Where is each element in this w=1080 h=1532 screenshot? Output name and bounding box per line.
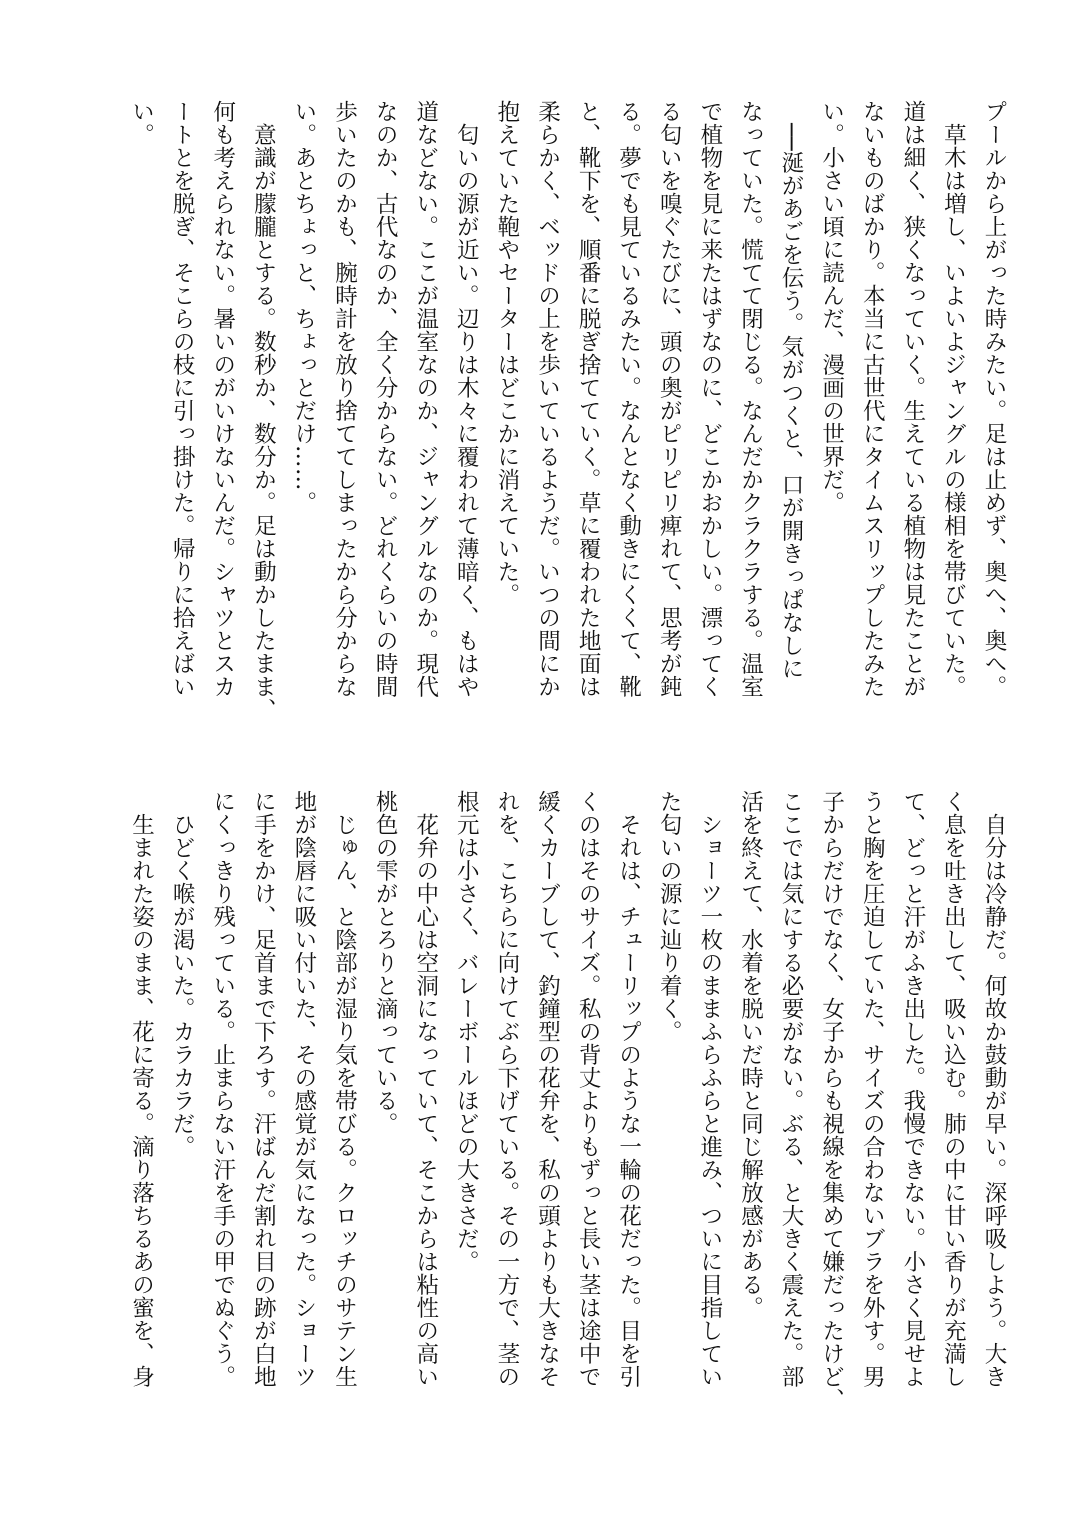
text-line: 桃色の雫がとろりと滴っている。 bbox=[372, 790, 399, 1135]
text-line: にくっきり残っている。止まらない汗を手の甲でぬぐう。 bbox=[209, 790, 236, 1388]
text-line: ここでは気にする必要がない。ぶる、と大きく震えた。部 bbox=[778, 790, 805, 1388]
text-line: それは、チューリップのような一輪の花だった。目を引 bbox=[615, 790, 642, 1388]
lower-text-block bbox=[121, 790, 1014, 1410]
text-line: た匂いの源に辿り着く。 bbox=[656, 790, 683, 1043]
text-line: くのはそのサイズ。私の背丈よりもずっと長い茎は途中で bbox=[575, 790, 602, 1388]
text-line: 歩いたのかも、腕時計を放り捨ててしまったから分からな bbox=[331, 100, 358, 698]
text-line: ひどく喉が渇いた。カラカラだ。 bbox=[169, 790, 196, 1158]
text-line: 緩くカーブして、釣鐘型の花弁を、私の頭よりも大きなそ bbox=[534, 790, 561, 1388]
text-line: ートとを脱ぎ、そこらの枝に引っ掛けた。帰りに拾えばい bbox=[169, 100, 196, 698]
text-line: 柔らかく、ベッドの上を歩いているようだ。いつの間にか bbox=[534, 100, 561, 698]
text-line: 意識が朦朧とする。数秒か、数分か。足は動かしたまま、 bbox=[250, 100, 277, 721]
text-line: ──涎があごを伝う。気がつくと、口が開きっぱなしに bbox=[778, 100, 805, 681]
text-line: い。小さい頃に読んだ、漫画の世界だ。 bbox=[818, 100, 845, 514]
text-line: 活を終えて、水着を脱いだ時と同じ解放感がある。 bbox=[737, 790, 764, 1319]
text-line: 匂いの源が近い。辺りは木々に覆われて薄暗く、もはや bbox=[453, 100, 480, 698]
text-line: 道は細く、狭くなっていく。生えている植物は見たことが bbox=[899, 100, 926, 698]
text-line: い。 bbox=[128, 100, 155, 146]
text-line: 道などない。ここが温室なのか、ジャングルなのか。現代 bbox=[412, 100, 439, 698]
text-line: れを、こちらに向けてぶら下げている。その一方で、茎の bbox=[493, 790, 520, 1388]
text-line: 草木は増し、いよいよジャングルの様相を帯びていた。 bbox=[940, 100, 967, 698]
text-line: と、靴下を、順番に脱ぎ捨てていく。草に覆われた地面は bbox=[575, 100, 602, 698]
text-line: なのか、古代なのか、全く分からない。どれくらいの時間 bbox=[372, 100, 399, 698]
text-line: 根元は小さく、バレーボールほどの大きさだ。 bbox=[453, 790, 480, 1273]
text-line: に手をかけ、足首まで下ろす。汗ばんだ割れ目の跡が白地 bbox=[250, 790, 277, 1388]
text-line: い。あとちょっと、ちょっとだけ……。 bbox=[290, 100, 317, 514]
text-line: 生まれた姿のまま、花に寄る。滴り落ちるあの蜜を、身 bbox=[128, 790, 155, 1388]
text-line: じゅん、と陰部が湿り気を帯びる。クロッチのサテン生 bbox=[331, 790, 358, 1388]
text-line: 子からだけでなく、女子からも視線を集めて嫌だったけど、 bbox=[818, 790, 845, 1411]
text-line: プールから上がった時みたい。足は止めず、奥へ、奥へ。 bbox=[981, 100, 1007, 698]
text-line: て、どっと汗がふき出した。我慢できない。小さく見せよ bbox=[899, 790, 926, 1388]
text-line: る匂いを嗅ぐたびに、頭の奥がピリピリ痺れて、思考が鈍 bbox=[656, 100, 683, 698]
text-line: 花弁の中心は空洞になっていて、そこからは粘性の高い bbox=[412, 790, 439, 1388]
text-line: で植物を見に来たはずなのに、どこかおかしい。漂ってく bbox=[696, 100, 723, 698]
text-line: ショーツ一枚のままふらふらと進み、ついに目指してい bbox=[696, 790, 723, 1388]
text-line: く息を吐き出して、吸い込む。肺の中に甘い香りが充満し bbox=[940, 790, 967, 1388]
upper-text-block bbox=[121, 100, 1014, 720]
text-line: 何も考えられない。暑いのがいけないんだ。シャツとスカ bbox=[209, 100, 236, 698]
text-line: ないものばかり。本当に古世代にタイムスリップしたみた bbox=[859, 100, 886, 698]
text-line: る。夢でも見ているみたい。なんとなく動きにくくて、靴 bbox=[615, 100, 642, 698]
text-line: なっていた。慌てて閉じる。なんだかクラクラする。温室 bbox=[737, 100, 764, 698]
text-line: 抱えていた鞄やセーターはどこかに消えていた。 bbox=[493, 100, 520, 606]
text-line: うと胸を圧迫していた、サイズの合わないブラを外す。男 bbox=[859, 790, 886, 1388]
text-line: 自分は冷静だ。何故か鼓動が早い。深呼吸しよう。大き bbox=[981, 790, 1007, 1388]
text-line: 地が陰唇に吸い付いた、その感覚が気になった。ショーツ bbox=[290, 790, 317, 1388]
